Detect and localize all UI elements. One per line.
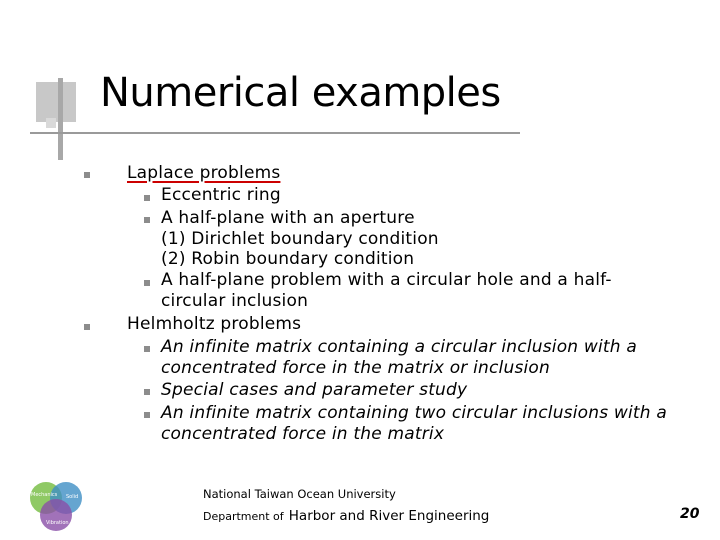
logo-text-vibration: Vibration	[46, 520, 69, 526]
item-bullet	[144, 195, 150, 201]
slide-title: Numerical examples	[100, 70, 501, 116]
list-item-line: concentrated force in the matrix	[161, 424, 445, 444]
title-accent-block	[36, 82, 76, 122]
list-item-line: An infinite matrix containing a circular inclusion with a	[161, 337, 637, 357]
section-heading-laplace: Laplace problems	[127, 163, 281, 183]
list-item-line: (2) Robin boundary condition	[161, 249, 415, 269]
footer-department-prefix: Department of	[203, 510, 284, 523]
title-accent-square	[46, 118, 56, 128]
footer-department-name: Harbor and River Engineering	[288, 508, 490, 524]
list-item-line: Special cases and parameter study	[161, 380, 468, 400]
list-item-line: circular inclusion	[161, 291, 309, 311]
section-heading-helmholtz: Helmholtz problems	[127, 314, 302, 334]
title-underline-rule	[30, 132, 520, 134]
title-accent-vertical-line	[58, 78, 63, 160]
footer-department	[203, 505, 489, 524]
list-item-line: A half-plane with an aperture	[161, 208, 415, 228]
list-item-line: Eccentric ring	[161, 185, 281, 205]
list-item-line: An infinite matrix containing two circular inclusions with a	[161, 403, 667, 423]
page-number: 20	[680, 506, 700, 522]
lab-logo	[26, 480, 86, 534]
item-bullet	[144, 217, 150, 223]
logo-text-mechanics: Mechanics	[31, 492, 58, 498]
footer-institution: National Taiwan Ocean University	[203, 487, 396, 501]
section-bullet	[84, 324, 90, 330]
list-item-line: (1) Dirichlet boundary condition	[161, 229, 439, 249]
item-bullet	[144, 280, 150, 286]
section-bullet	[84, 172, 90, 178]
logo-circle-vibration	[40, 499, 72, 531]
item-bullet	[144, 346, 150, 352]
list-item-line: concentrated force in the matrix or inclusion	[161, 358, 550, 378]
item-bullet	[144, 389, 150, 395]
logo-text-solid: Solid	[66, 494, 79, 500]
item-bullet	[144, 412, 150, 418]
list-item-line: A half-plane problem with a circular hole and a half-	[161, 270, 612, 290]
